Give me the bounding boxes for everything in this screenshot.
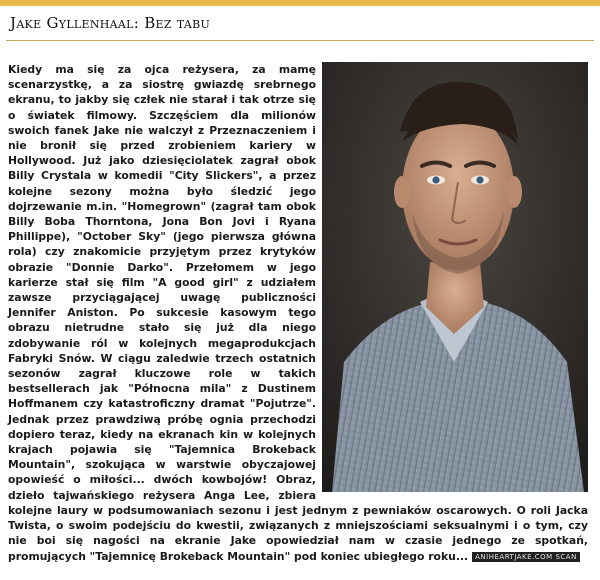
article-title: Jake Gyllenhaal: Bez tabu [10, 14, 211, 32]
article-body: Kiedy ma się za ojca reżysera, za mamę scenarzystkę, a za siostrę gwiazdę srebrnego ekranu, to jakby się człek nie starał i tak otrze się o światek filmowy. Szczęściem dla milionów swoich fanek Jake nie walczył z Przeznaczeniem i nie bronił się przed zrobieniem kariery w Hollywood. Już jako dziesięciolatek zagrał obok Billy Crystala w komedii "City Slickers", a przez kolejne sezony można było śledzić jego dojrzewanie m.in. "Homegrown" (zagrał tam obok Billy Boba Thorntona, Jona Bon Jovi i Ryana Phillippe), "October Sky" (jego pierwsza główna rola) czy znakomicie przyjętym przez krytyków obrazie "Donnie Darko". Przełomem w jego karierze stał się film "A good girl" z udziałem zawsze przyciągającej uwagę publiczności Jennifer Aniston. Po sukcesie kasowym tego obrazu nietrudne stało się już dla niego zdobywanie ról w kolejnych megaprodukcjach Fabryki Snów. W ciągu zaledwie trzech ostatnich sezonów zagrał kluczowe role w takich bestsellerach jak "Północna mila" z Dustinem Hoffmanem czy katastroficzny dramat "Pojutrze". Jednak przez prawdziwą próbę ognia przechodzi dopiero teraz, kiedy na ekranach kin w kolejnych krajach pojawia się "Tajemnica Brokeback Mountain", szokująca w warstwie obyczajowej opowieść o miłości... dwóch kowbojów! Obraz, dzieło tajwańskiego reżysera Anga Lee, zbiera kolejne laury w podsumowaniach sezonu i jest jednym z pewniaków oscarowych. O roli Jacka Twista, o swoim podejściu do kwestii, związanych z mniejszościami seksualnymi i o tym, czy nie boi się nagości na ekranie Jake opowiedział nam w czasie jednego ze spotkań, promujących "Tajemnicę Brokeback Mountain" pod koniec ubiegłego roku... [8, 63, 588, 563]
portrait-photo [322, 62, 588, 492]
top-accent-bar [0, 0, 600, 6]
title-divider [6, 40, 594, 41]
article-content [8, 62, 588, 564]
scan-watermark: ANIHEARTJAKE.COM SCAN [472, 552, 580, 562]
